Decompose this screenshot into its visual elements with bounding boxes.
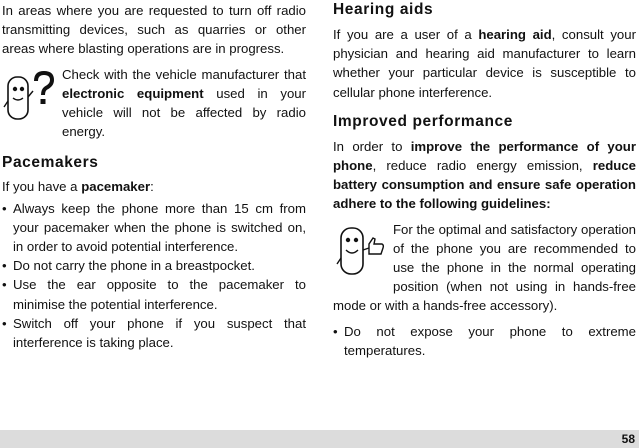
pacemakers-list (2, 199, 306, 353)
performance-list (333, 322, 636, 360)
list-item: • Do not expose your phone to extreme temperatures. (333, 323, 636, 358)
tip-paragraph: For the optimal and satisfactory operation of the phone you are recommended to use the phone in the normal operating position (when not using in hands-free mode or with a hands-free accessory). (333, 221, 636, 314)
performance-paragraph: In order to improve the performance of your phone, reduce radio energy emission, reduce battery consumption and ensure safe operation adhere to the following guidelines: (333, 138, 636, 212)
list-item: • Do not carry the phone in a breastpocket. (2, 258, 255, 274)
vehicle-text-1: Check with the vehicle manufacturer that (62, 66, 306, 82)
vehicle-bold: electronic equipment (62, 85, 204, 101)
left-column (2, 0, 306, 352)
right-column (333, 0, 636, 360)
footer-bar (0, 430, 639, 448)
hearing-paragraph: If you are a user of a hearing aid, consult your physician and hearing aid manufacturer to learn whether your particular device is susceptible to cellular phone interference. (333, 27, 636, 100)
list-item: • Always keep the phone more than 15 cm from your pacemaker when the phone is switched on, in order to avoid potential interference. (2, 200, 306, 255)
vehicle-text-2: used in your vehicle will not be affected by radio energy. (62, 85, 306, 140)
intro-paragraph: In areas where you are requested to turn off radio transmitting devices, such as quarries or other areas where blasting operations are in progress. (2, 3, 306, 57)
page-number: 58 (621, 432, 635, 446)
phone-thumbs-up-icon (333, 222, 387, 278)
list-item: • Use the ear opposite to the pacemaker to minimise the potential interference. (2, 277, 306, 312)
list-item: • Switch off your phone if you suspect that interference is taking place. (2, 315, 306, 351)
vehicle-note (2, 65, 306, 142)
tip-note (333, 220, 636, 316)
phone-question-icon (2, 67, 56, 123)
performance-heading: Improved performance (333, 112, 513, 130)
hearing-heading: Hearing aids (333, 1, 434, 18)
pacemakers-intro: If you have a pacemaker: (2, 179, 154, 195)
pacemakers-heading: Pacemakers (2, 154, 99, 172)
